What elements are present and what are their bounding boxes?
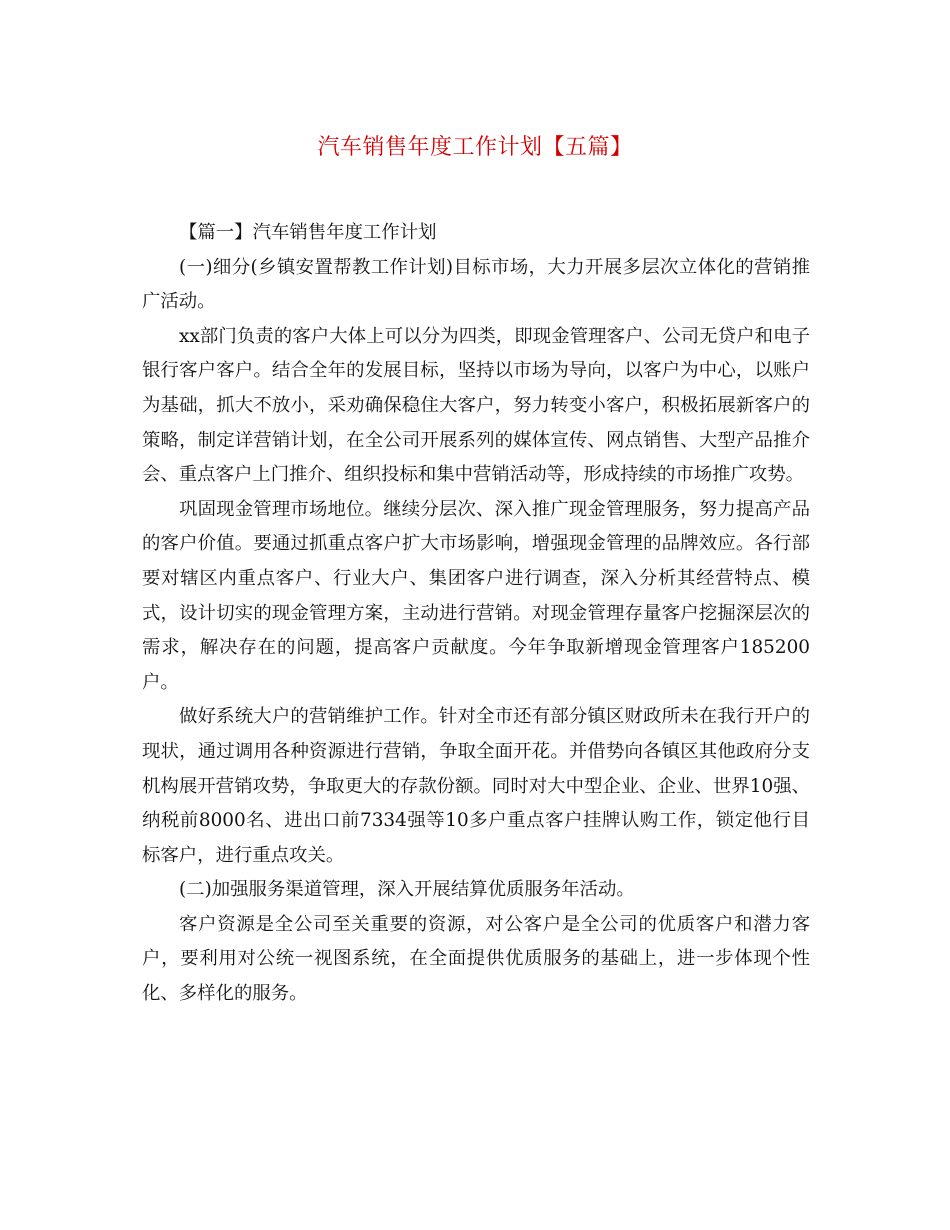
paragraph-system-clients: 做好系统大户的营销维护工作。针对全市还有部分镇区财政所未在我行开户的现状，通过调用各种资源进行营销，争取全面开花。并借势向各镇区其他政府分支机构展开营销攻势，争取更大的存款份额。同时对大中型企业、企业、世界10强、纳税前8000名、进出口前7334强等10多户重点客户挂牌认购工作，锁定他行目标客户，进行重点攻关。 xyxy=(142,706,810,866)
paragraph-customer-resources: 客户资源是全公司至关重要的资源，对公客户是全公司的优质客户和潜力客户，要利用对公统一视图系统，在全面提供优质服务的基础上，进一步体现个性化、多样化的服务。 xyxy=(142,913,810,1005)
document-title: 汽车销售年度工作计划【五篇】 xyxy=(317,135,633,160)
paragraph-subheading-1: (一)细分(乡镇安置帮教工作计划)目标市场，大力开展多层次立体化的营销推广活动。 xyxy=(142,256,810,313)
document-body xyxy=(142,216,810,1012)
section-heading: 【篇一】汽车销售年度工作计划 xyxy=(179,222,437,243)
paragraph-customer-types: xx部门负责的客户大体上可以分为四类，即现金管理客户、公司无贷户和电子银行客户客户。结合全年的发展目标，坚持以市场为导向，以客户为中心，以账户为基础，抓大不放小，采劝确保稳住大客户，努力转变小客户，积极拓展新客户的策略，制定详营销计划，在全公司开展系列的媒体宣传、网点销售、大型产品推介会、重点客户上门推介、组织投标和集中营销活动等，形成持续的市场推广攻势。 xyxy=(142,325,810,486)
paragraph-subheading-2: (二)加强服务渠道管理，深入开展结算优质服务年活动。 xyxy=(179,879,635,901)
paragraph-cash-management: 巩固现金管理市场地位。继续分层次、深入推广现金管理服务，努力提高产品的客户价值。要通过抓重点客户扩大市场影响，增强现金管理的品牌效应。各行部要对辖区内重点客户、行业大户、集团客户进行调查，深入分析其经营特点、模式，设计切实的现金管理方案，主动进行营销。对现金管理存量客户挖掘深层次的需求，解决存在的问题，提高客户贡献度。今年争取新增现金管理客户185200户。 xyxy=(142,498,810,693)
